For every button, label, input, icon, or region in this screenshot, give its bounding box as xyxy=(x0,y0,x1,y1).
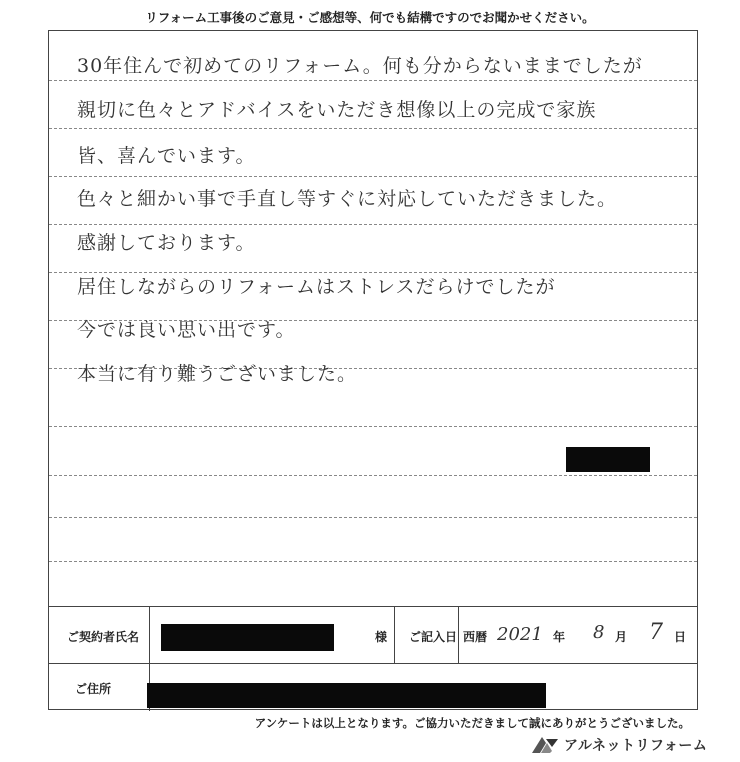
ruled-line xyxy=(49,80,697,81)
cell-divider xyxy=(394,607,395,663)
comment-line: 本当に有り難うございました。 xyxy=(77,363,358,385)
month-unit: 月 xyxy=(615,630,628,644)
year-unit: 年 xyxy=(553,630,566,644)
ruled-line xyxy=(49,176,697,177)
era-label: 西暦 xyxy=(463,630,488,644)
survey-header: リフォーム工事後のご意見・ご感想等、何でも結構ですのでお聞かせください。 xyxy=(145,10,595,25)
comment-line: 感謝しております。 xyxy=(77,232,256,254)
entry-date-label: ご記入日 xyxy=(409,630,458,644)
year-value: 2021 xyxy=(497,624,543,645)
contract-name-label: ご契約者氏名 xyxy=(67,630,140,644)
month-value: 8 xyxy=(593,622,605,643)
redacted-signature xyxy=(566,447,650,472)
comment-line: 30年住んで初めてのリフォーム。何も分からないままでしたが xyxy=(77,55,643,77)
comment-area xyxy=(49,31,697,606)
comment-line: 居住しながらのリフォームはストレスだらけでしたが xyxy=(77,276,556,298)
address-row xyxy=(49,663,697,711)
comment-form xyxy=(48,30,698,710)
comment-line: 今では良い思い出です。 xyxy=(77,319,296,341)
brand-logo xyxy=(532,734,707,756)
ruled-line xyxy=(49,475,697,476)
comment-line: 皆、喜んでいます。 xyxy=(77,145,256,167)
ruled-line xyxy=(49,561,697,562)
comment-line: 色々と細かい事で手直し等すぐに対応していただきました。 xyxy=(77,188,618,210)
comment-line: 親切に色々とアドバイスをいただき想像以上の完成で家族 xyxy=(77,99,597,121)
brand-name: アルネットリフォーム xyxy=(564,738,708,754)
ruled-line xyxy=(49,128,697,129)
cell-divider xyxy=(149,607,150,663)
day-unit: 日 xyxy=(674,630,687,644)
cell-divider xyxy=(458,607,459,663)
ruled-line xyxy=(49,517,697,518)
redacted-address xyxy=(147,683,546,708)
closing-note: アンケートは以上となります。ご協力いただきまして誠にありがとうございました。 xyxy=(254,716,690,730)
redacted-name xyxy=(161,624,334,651)
brand-mark-icon xyxy=(532,735,560,755)
honorific-label: 様 xyxy=(375,630,388,644)
ruled-line xyxy=(49,426,697,427)
address-label: ご住所 xyxy=(75,682,112,696)
name-date-row xyxy=(49,606,697,663)
day-value: 7 xyxy=(649,620,663,645)
ruled-line xyxy=(49,224,697,225)
